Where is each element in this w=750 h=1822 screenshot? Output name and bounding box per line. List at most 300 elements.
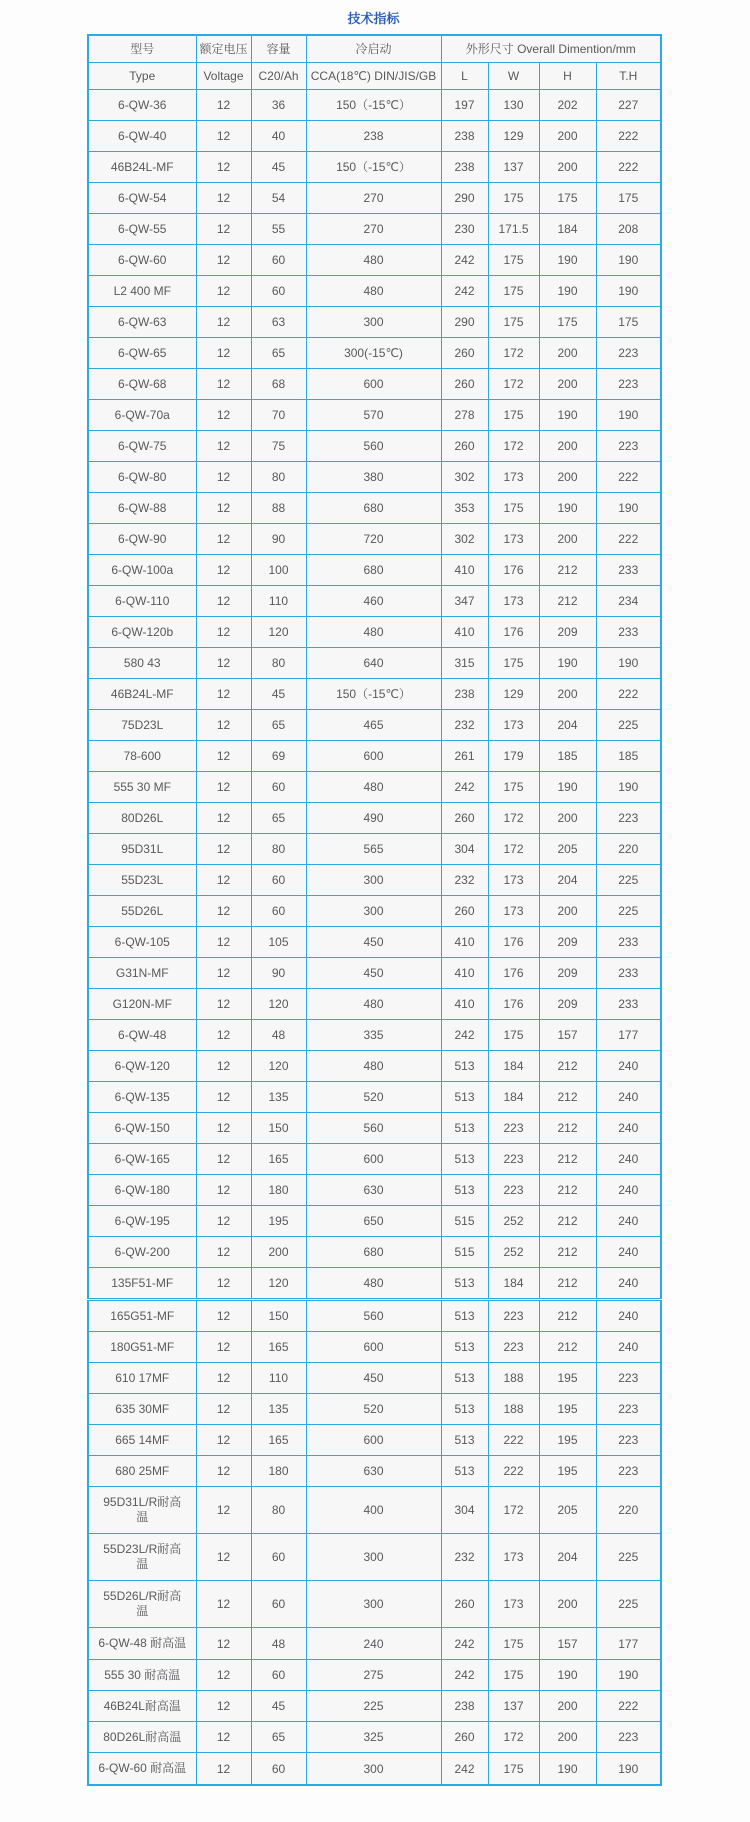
cell-width: 172 — [488, 369, 539, 400]
cell-width: 184 — [488, 1082, 539, 1113]
cell-cca: 300 — [306, 1753, 441, 1786]
cell-width: 175 — [488, 1020, 539, 1051]
cell-cca: 600 — [306, 1144, 441, 1175]
cell-capacity: 150 — [251, 1300, 306, 1332]
table-row — [88, 679, 661, 710]
table-row — [88, 1581, 661, 1628]
cell-type — [88, 1456, 196, 1487]
cell-cca: 600 — [306, 741, 441, 772]
cell-cca: 480 — [306, 989, 441, 1020]
cell-length: 260 — [441, 803, 488, 834]
cell-capacity: 195 — [251, 1206, 306, 1237]
table-row — [88, 90, 661, 121]
table-row — [88, 1051, 661, 1082]
cell-height: 209 — [539, 989, 596, 1020]
cell-capacity: 88 — [251, 493, 306, 524]
cell-cca: 600 — [306, 1332, 441, 1363]
cell-length: 513 — [441, 1332, 488, 1363]
cell-type — [88, 1487, 196, 1534]
cell-capacity: 40 — [251, 121, 306, 152]
cell-capacity: 54 — [251, 183, 306, 214]
cell-total-height: 177 — [596, 1020, 661, 1051]
cell-total-height: 177 — [596, 1628, 661, 1660]
cell-type-text: 6-QW-75 — [118, 439, 167, 453]
cell-length: 278 — [441, 400, 488, 431]
table-row — [88, 555, 661, 586]
cell-height: 195 — [539, 1363, 596, 1394]
table-row — [88, 927, 661, 958]
cell-type — [88, 1051, 196, 1082]
cell-capacity: 200 — [251, 1237, 306, 1268]
cell-length: 260 — [441, 338, 488, 369]
cell-type-text: 555 30 耐高温 — [104, 1668, 181, 1682]
cell-type — [88, 276, 196, 307]
cell-cca: 300 — [306, 865, 441, 896]
cell-height: 190 — [539, 648, 596, 679]
cell-type-text: 6-QW-105 — [114, 935, 170, 949]
cell-height: 157 — [539, 1020, 596, 1051]
table-row — [88, 1175, 661, 1206]
cell-capacity: 45 — [251, 152, 306, 183]
cell-type — [88, 1113, 196, 1144]
table-row — [88, 741, 661, 772]
cell-capacity: 60 — [251, 1581, 306, 1628]
cell-voltage: 12 — [196, 1300, 251, 1332]
cell-capacity: 110 — [251, 586, 306, 617]
cell-capacity: 80 — [251, 1487, 306, 1534]
cell-type-text: 6-QW-200 — [114, 1245, 170, 1259]
cell-height: 212 — [539, 1175, 596, 1206]
cell-capacity: 100 — [251, 555, 306, 586]
cell-type-text: 6-QW-150 — [114, 1121, 170, 1135]
cell-length: 347 — [441, 586, 488, 617]
cell-type-text: 680 25MF — [115, 1464, 170, 1478]
table-row — [88, 1425, 661, 1456]
table-row — [88, 1144, 661, 1175]
cell-cca: 380 — [306, 462, 441, 493]
table-row — [88, 431, 661, 462]
cell-type — [88, 617, 196, 648]
cell-width: 175 — [488, 245, 539, 276]
cell-total-height: 225 — [596, 865, 661, 896]
cell-type-text: 55D23L — [121, 873, 164, 887]
cell-cca: 300 — [306, 307, 441, 338]
cell-voltage: 12 — [196, 679, 251, 710]
cell-length: 242 — [441, 1628, 488, 1660]
cell-type — [88, 803, 196, 834]
cell-length: 513 — [441, 1082, 488, 1113]
cell-length: 242 — [441, 245, 488, 276]
cell-type — [88, 1628, 196, 1660]
table-row — [88, 276, 661, 307]
cell-type-text: 6-QW-65 — [118, 346, 167, 360]
cell-width: 188 — [488, 1363, 539, 1394]
cell-capacity: 80 — [251, 648, 306, 679]
cell-voltage: 12 — [196, 400, 251, 431]
table-row — [88, 183, 661, 214]
cell-capacity: 36 — [251, 90, 306, 121]
cell-total-height: 234 — [596, 586, 661, 617]
cell-total-height: 225 — [596, 710, 661, 741]
cell-width: 175 — [488, 493, 539, 524]
cell-voltage: 12 — [196, 1020, 251, 1051]
cell-total-height: 220 — [596, 834, 661, 865]
table-row — [88, 834, 661, 865]
cell-cca: 565 — [306, 834, 441, 865]
cell-total-height: 240 — [596, 1113, 661, 1144]
cell-cca: 150（-15℃） — [306, 152, 441, 183]
cell-cca: 450 — [306, 927, 441, 958]
cell-cca: 560 — [306, 1300, 441, 1332]
cell-width: 175 — [488, 1753, 539, 1786]
cell-height: 200 — [539, 152, 596, 183]
cell-width: 184 — [488, 1268, 539, 1300]
cell-height: 204 — [539, 1534, 596, 1581]
table-row — [88, 803, 661, 834]
cell-capacity: 69 — [251, 741, 306, 772]
cell-cca: 300(-15℃) — [306, 338, 441, 369]
table-row — [88, 121, 661, 152]
cell-width: 175 — [488, 307, 539, 338]
cell-total-height: 190 — [596, 245, 661, 276]
cell-voltage: 12 — [196, 648, 251, 679]
cell-type — [88, 1300, 196, 1332]
cell-type-text: 55D26L — [121, 904, 164, 918]
cell-type — [88, 121, 196, 152]
table-row — [88, 989, 661, 1020]
cell-type — [88, 1753, 196, 1786]
cell-type-text: 6-QW-180 — [114, 1183, 170, 1197]
cell-total-height: 185 — [596, 741, 661, 772]
table-row — [88, 1456, 661, 1487]
cell-type — [88, 1237, 196, 1268]
cell-type-text: 135F51-MF — [111, 1276, 174, 1290]
cell-cca: 560 — [306, 431, 441, 462]
cell-capacity: 180 — [251, 1456, 306, 1487]
cell-type-text: 6-QW-36 — [118, 98, 167, 112]
cell-width: 137 — [488, 1691, 539, 1722]
cell-height: 209 — [539, 958, 596, 989]
cell-cca: 630 — [306, 1456, 441, 1487]
cell-total-height: 227 — [596, 90, 661, 121]
cell-width: 173 — [488, 896, 539, 927]
cell-type — [88, 1020, 196, 1051]
cell-total-height: 222 — [596, 121, 661, 152]
cell-voltage: 12 — [196, 1660, 251, 1691]
cell-cca: 480 — [306, 772, 441, 803]
cell-length: 513 — [441, 1051, 488, 1082]
cell-height: 200 — [539, 1581, 596, 1628]
col-header-capacity-cn: 容量 — [251, 35, 306, 63]
cell-total-height: 240 — [596, 1051, 661, 1082]
cell-cca: 450 — [306, 958, 441, 989]
cell-capacity: 135 — [251, 1394, 306, 1425]
cell-voltage: 12 — [196, 462, 251, 493]
cell-type — [88, 338, 196, 369]
cell-length: 232 — [441, 710, 488, 741]
cell-capacity: 165 — [251, 1332, 306, 1363]
cell-total-height: 240 — [596, 1237, 661, 1268]
cell-length: 260 — [441, 896, 488, 927]
cell-height: 200 — [539, 524, 596, 555]
cell-height: 200 — [539, 121, 596, 152]
cell-total-height: 223 — [596, 338, 661, 369]
table-row — [88, 772, 661, 803]
cell-voltage: 12 — [196, 493, 251, 524]
cell-width: 176 — [488, 958, 539, 989]
cell-width: 175 — [488, 1628, 539, 1660]
page-title: 技术指标 — [347, 11, 400, 26]
cell-height: 190 — [539, 245, 596, 276]
cell-width: 222 — [488, 1425, 539, 1456]
cell-voltage: 12 — [196, 1425, 251, 1456]
cell-voltage: 12 — [196, 896, 251, 927]
cell-length: 410 — [441, 958, 488, 989]
cell-voltage: 12 — [196, 741, 251, 772]
col-header-total-height: T.H — [596, 63, 661, 90]
cell-type-text: 55D26L/R耐高温 — [103, 1589, 182, 1618]
cell-voltage: 12 — [196, 1175, 251, 1206]
cell-type-text: 165G51-MF — [110, 1309, 175, 1323]
cell-type-text: 95D31L — [121, 842, 164, 856]
cell-length: 302 — [441, 524, 488, 555]
cell-total-height: 240 — [596, 1300, 661, 1332]
cell-type — [88, 1206, 196, 1237]
cell-width: 175 — [488, 276, 539, 307]
table-row — [88, 958, 661, 989]
table-row — [88, 369, 661, 400]
cell-capacity: 60 — [251, 276, 306, 307]
cell-height: 212 — [539, 1300, 596, 1332]
cell-width: 176 — [488, 927, 539, 958]
cell-width: 173 — [488, 586, 539, 617]
cell-height: 205 — [539, 1487, 596, 1534]
cell-total-height: 222 — [596, 462, 661, 493]
col-header-cca-cn: 冷启动 — [306, 35, 441, 63]
table-row — [88, 1534, 661, 1581]
cell-voltage: 12 — [196, 183, 251, 214]
cell-type — [88, 524, 196, 555]
cell-cca: 680 — [306, 555, 441, 586]
cell-capacity: 75 — [251, 431, 306, 462]
cell-height: 175 — [539, 307, 596, 338]
cell-height: 190 — [539, 400, 596, 431]
cell-length: 513 — [441, 1363, 488, 1394]
cell-capacity: 150 — [251, 1113, 306, 1144]
table-row — [88, 1237, 661, 1268]
cell-capacity: 60 — [251, 1753, 306, 1786]
cell-type — [88, 927, 196, 958]
cell-cca: 270 — [306, 183, 441, 214]
cell-cca: 225 — [306, 1691, 441, 1722]
cell-height: 212 — [539, 1268, 596, 1300]
cell-height: 200 — [539, 679, 596, 710]
cell-type-text: 6-QW-55 — [118, 222, 167, 236]
cell-total-height: 223 — [596, 803, 661, 834]
cell-total-height: 240 — [596, 1082, 661, 1113]
cell-type-text: 635 30MF — [115, 1402, 170, 1416]
cell-length: 315 — [441, 648, 488, 679]
cell-type-text: 6-QW-48 — [118, 1028, 167, 1042]
cell-type — [88, 183, 196, 214]
cell-type — [88, 214, 196, 245]
cell-height: 184 — [539, 214, 596, 245]
cell-height: 200 — [539, 1722, 596, 1753]
cell-cca: 640 — [306, 648, 441, 679]
cell-type — [88, 1363, 196, 1394]
cell-capacity: 165 — [251, 1144, 306, 1175]
cell-cca: 570 — [306, 400, 441, 431]
cell-total-height: 175 — [596, 183, 661, 214]
cell-type-text: 75D23L — [121, 718, 164, 732]
cell-total-height: 190 — [596, 648, 661, 679]
cell-capacity: 120 — [251, 989, 306, 1020]
cell-type-text: 180G51-MF — [110, 1340, 175, 1354]
cell-total-height: 223 — [596, 1363, 661, 1394]
cell-voltage: 12 — [196, 865, 251, 896]
cell-height: 212 — [539, 555, 596, 586]
cell-type-text: 6-QW-60 耐高温 — [98, 1761, 187, 1775]
cell-cca: 650 — [306, 1206, 441, 1237]
cell-height: 175 — [539, 183, 596, 214]
table-row — [88, 1082, 661, 1113]
cell-voltage: 12 — [196, 1206, 251, 1237]
cell-type — [88, 1581, 196, 1628]
cell-total-height: 223 — [596, 1456, 661, 1487]
cell-type-text: 6-QW-63 — [118, 315, 167, 329]
table-row — [88, 1628, 661, 1660]
table-row — [88, 338, 661, 369]
cell-voltage: 12 — [196, 214, 251, 245]
cell-type-text: 6-QW-90 — [118, 532, 167, 546]
table-row — [88, 865, 661, 896]
cell-length: 290 — [441, 183, 488, 214]
cell-width: 172 — [488, 834, 539, 865]
cell-type — [88, 679, 196, 710]
cell-voltage: 12 — [196, 1268, 251, 1300]
table-row — [88, 1660, 661, 1691]
cell-length: 260 — [441, 369, 488, 400]
cell-capacity: 68 — [251, 369, 306, 400]
cell-length: 290 — [441, 307, 488, 338]
cell-total-height: 223 — [596, 431, 661, 462]
cell-length: 260 — [441, 1722, 488, 1753]
cell-cca: 335 — [306, 1020, 441, 1051]
cell-cca: 480 — [306, 617, 441, 648]
header-row-cn — [88, 35, 661, 63]
cell-capacity: 60 — [251, 772, 306, 803]
cell-total-height: 233 — [596, 927, 661, 958]
cell-capacity: 60 — [251, 896, 306, 927]
cell-length: 261 — [441, 741, 488, 772]
cell-voltage: 12 — [196, 1051, 251, 1082]
cell-height: 212 — [539, 1206, 596, 1237]
cell-height: 200 — [539, 462, 596, 493]
cell-cca: 450 — [306, 1363, 441, 1394]
cell-type — [88, 1691, 196, 1722]
cell-total-height: 233 — [596, 958, 661, 989]
cell-total-height: 222 — [596, 524, 661, 555]
cell-cca: 480 — [306, 1268, 441, 1300]
cell-type-text: 6-QW-60 — [118, 253, 167, 267]
cell-width: 173 — [488, 524, 539, 555]
cell-length: 513 — [441, 1300, 488, 1332]
cell-capacity: 105 — [251, 927, 306, 958]
cell-height: 195 — [539, 1425, 596, 1456]
table-body — [88, 90, 661, 1786]
cell-voltage: 12 — [196, 276, 251, 307]
cell-voltage: 12 — [196, 1332, 251, 1363]
cell-capacity: 60 — [251, 1660, 306, 1691]
table-row — [88, 1363, 661, 1394]
cell-total-height: 240 — [596, 1175, 661, 1206]
cell-length: 410 — [441, 617, 488, 648]
cell-capacity: 60 — [251, 865, 306, 896]
cell-height: 200 — [539, 431, 596, 462]
cell-capacity: 80 — [251, 462, 306, 493]
cell-height: 212 — [539, 1082, 596, 1113]
cell-type — [88, 152, 196, 183]
cell-length: 513 — [441, 1456, 488, 1487]
cell-width: 176 — [488, 555, 539, 586]
cell-type-text: G120N-MF — [112, 997, 172, 1011]
cell-length: 513 — [441, 1113, 488, 1144]
cell-type-text: 6-QW-54 — [118, 191, 167, 205]
cell-type — [88, 772, 196, 803]
cell-total-height: 240 — [596, 1332, 661, 1363]
table-row — [88, 710, 661, 741]
cell-voltage: 12 — [196, 1534, 251, 1581]
cell-total-height: 223 — [596, 1425, 661, 1456]
table-row — [88, 1020, 661, 1051]
cell-voltage: 12 — [196, 772, 251, 803]
cell-height: 212 — [539, 1144, 596, 1175]
cell-type — [88, 989, 196, 1020]
cell-type — [88, 1268, 196, 1300]
cell-voltage: 12 — [196, 617, 251, 648]
cell-type — [88, 586, 196, 617]
cell-total-height: 225 — [596, 896, 661, 927]
cell-width: 173 — [488, 865, 539, 896]
cell-width: 172 — [488, 803, 539, 834]
cell-height: 200 — [539, 896, 596, 927]
cell-voltage: 12 — [196, 1722, 251, 1753]
cell-capacity: 48 — [251, 1020, 306, 1051]
cell-length: 515 — [441, 1237, 488, 1268]
cell-width: 252 — [488, 1237, 539, 1268]
cell-type — [88, 369, 196, 400]
cell-type-text: 6-QW-70a — [114, 408, 170, 422]
cell-voltage: 12 — [196, 1487, 251, 1534]
cell-type — [88, 1534, 196, 1581]
cell-voltage: 12 — [196, 803, 251, 834]
cell-length: 513 — [441, 1175, 488, 1206]
cell-type — [88, 1660, 196, 1691]
cell-length: 197 — [441, 90, 488, 121]
cell-type-text: 6-QW-135 — [114, 1090, 170, 1104]
cell-cca: 300 — [306, 1534, 441, 1581]
cell-cca: 680 — [306, 493, 441, 524]
cell-capacity: 65 — [251, 338, 306, 369]
cell-width: 175 — [488, 648, 539, 679]
cell-voltage: 12 — [196, 927, 251, 958]
cell-cca: 560 — [306, 1113, 441, 1144]
table-row — [88, 400, 661, 431]
cell-voltage: 12 — [196, 958, 251, 989]
cell-type-text: 80D26L — [121, 811, 164, 825]
cell-width: 130 — [488, 90, 539, 121]
cell-capacity: 48 — [251, 1628, 306, 1660]
